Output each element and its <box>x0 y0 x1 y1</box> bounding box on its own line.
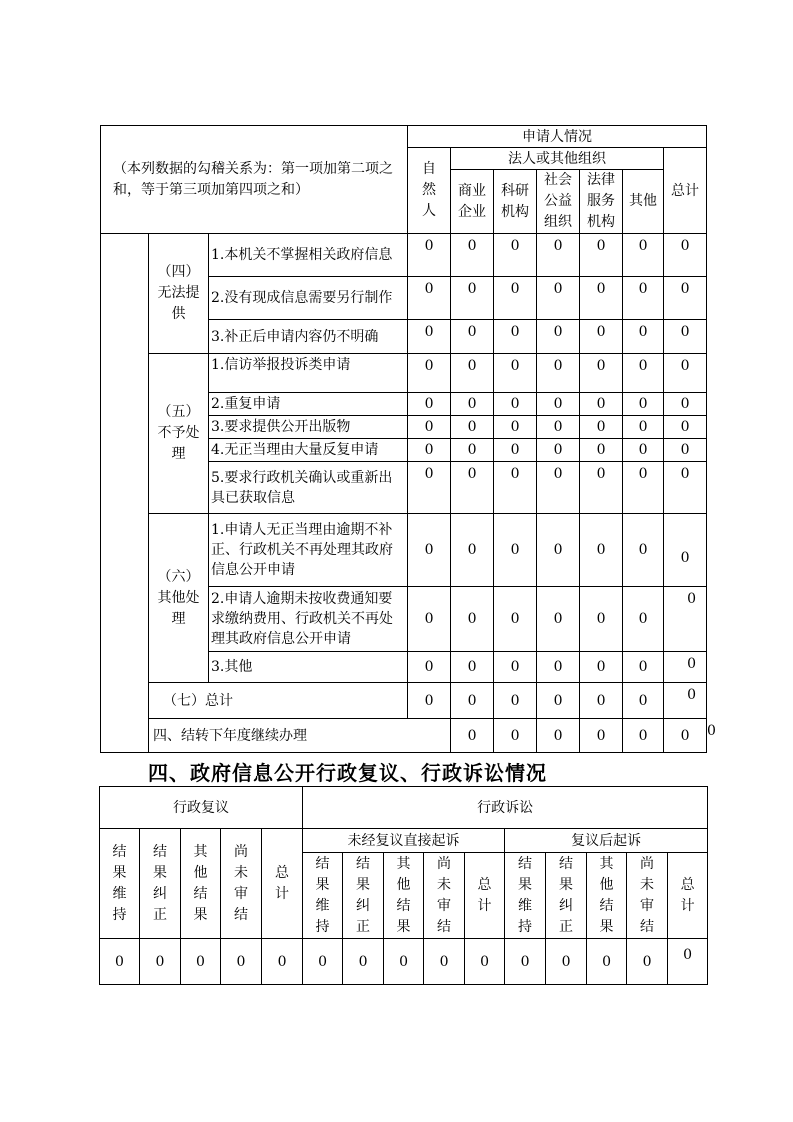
group-5-label: （五）不予处理 <box>157 404 200 462</box>
col-text: 结果纠正 <box>559 855 574 935</box>
cell: 0 <box>623 234 664 277</box>
header-legal-group: 法人或其他组织 <box>451 148 664 170</box>
cell: 0 <box>451 234 494 277</box>
col-direct-total <box>465 853 505 939</box>
cell: 0 <box>537 587 580 652</box>
header-research-text: 科研机构 <box>501 182 530 220</box>
group-6-cell <box>149 514 209 683</box>
cell: 0 <box>623 587 664 652</box>
cell: 0 <box>494 514 537 587</box>
cell: 0 <box>451 320 494 354</box>
col-text: 结果维持 <box>518 855 533 935</box>
row-4-2-label: 2.没有现成信息需要另行制作 <box>209 277 408 320</box>
row-6-2-label: 2.申请人逾期未按收费通知要求缴纳费用、行政机关不再处理其政府信息公开申请 <box>209 587 408 652</box>
cell: 0 <box>623 462 664 514</box>
cell: 0 <box>664 234 707 277</box>
cell: 0 <box>451 514 494 587</box>
header-business <box>451 170 494 234</box>
cell: 0 <box>580 416 623 439</box>
cell: 0 <box>505 939 546 985</box>
cell: 0 <box>451 439 494 462</box>
cell: 0 <box>580 234 623 277</box>
cell: 0 <box>494 416 537 439</box>
header-note-text: （本列数据的勾稽关系为：第一项加第二项之和，等于第三项加第四项之和） <box>113 160 393 198</box>
cell: 0 <box>623 393 664 416</box>
cell: 0 <box>623 277 664 320</box>
col-review-correct <box>140 829 181 939</box>
header-direct: 未经复议直接起诉 <box>303 829 505 853</box>
cell: 0 <box>537 462 580 514</box>
col-review-pending <box>221 829 262 939</box>
cell: 0 <box>537 416 580 439</box>
carry-row-label: 四、结转下年度继续办理 <box>149 719 451 753</box>
cell: 0 <box>451 416 494 439</box>
cell: 0 <box>623 719 664 753</box>
cell: 0 <box>451 462 494 514</box>
col-text: 总计 <box>680 876 695 914</box>
col-text: 尚未审结 <box>234 843 248 923</box>
cell: 0 <box>451 683 494 719</box>
cell: 0 <box>664 652 707 683</box>
cell: 0 <box>537 652 580 683</box>
row-5-5-label: 5.要求行政机关确认或重新出具已获取信息 <box>209 462 408 514</box>
cell: 0 <box>451 719 494 753</box>
cell: 0 <box>451 393 494 416</box>
cell: 0 <box>580 393 623 416</box>
cell: 0 <box>451 652 494 683</box>
cell: 0 <box>451 587 494 652</box>
cell: 0 <box>537 719 580 753</box>
col-text: 总计 <box>275 864 290 902</box>
cell: 0 <box>580 719 623 753</box>
col-after-pending <box>627 853 668 939</box>
row-4-1-label: 1.本机关不掌握相关政府信息 <box>209 234 408 277</box>
cell: 0 <box>537 277 580 320</box>
cell: 0 <box>580 354 623 393</box>
cell: 0 <box>668 939 708 985</box>
cell: 0 <box>408 277 451 320</box>
row-5-2-label: 2.重复申请 <box>209 393 408 416</box>
cell: 0 <box>451 354 494 393</box>
cell: 0 <box>494 719 537 753</box>
cell: 0 <box>408 683 451 719</box>
cell: 0 <box>664 277 707 320</box>
header-note <box>101 126 408 234</box>
col-review-maintain <box>100 829 140 939</box>
row-4-3-label: 3.补正后申请内容仍不明确 <box>209 320 408 354</box>
col-review-other <box>181 829 221 939</box>
cell: 0 <box>408 354 451 393</box>
header-total: 总计 <box>664 148 707 234</box>
header-legal-service-text: 法律服务机构 <box>587 172 616 230</box>
col-text: 结果维持 <box>112 843 127 923</box>
cell: 0 <box>408 587 451 652</box>
header-public-welfare-text: 社会公益组织 <box>544 172 573 230</box>
cell: 0 <box>537 393 580 416</box>
cell: 0 <box>664 514 707 587</box>
col-text: 其他结果 <box>599 855 614 935</box>
col-text: 尚未审结 <box>640 855 655 935</box>
applicant-stats-table: （本列数据的勾稽关系为：第一项加第二项之和，等于第三项加第四项之和） 申请人情况 自然人 法人或其他组织 总计 商业企业 科研机构 社会公益组织 法律服务机构 其他 （四）无法提供 1.本机关不掌握相关政府信息 0 0 0 0 0 0 0 2.没有现成信息需要另行制作 0 0 0 0 0 0 0 3.补正后申请内容仍不明确 0 0 0 0 0 0 0 （五）不予处理 1.信访举报投诉类申请 0 0 0 0 0 0 0 2.重复申请 0 0 0 0 0 0 0 3.要求提供公开出版物 0 0 0 0 0 0 0 4.无正当理由大量反复申请 0 0 0 0 0 0 0 5.要求行政机关确认或重新出具已获取信息 0 0 0 0 0 0 0 （六）其他处理 1.申请人无正当理由逾期不补正、行政机关不再处理其政府信息公开申请 0 0 0 0 0 0 0 2.申请人逾期未按收费通知要求缴纳费用、行政机关不再处理其政府信息公开申请 0 0 0 0 0 0 0 3.其他 0 0 0 0 0 0 0 （七）总计 0 0 0 0 0 0 0 四、结转下年度继续办理 0 0 0 0 0 0 0 <box>100 125 707 753</box>
cell: 0 <box>623 439 664 462</box>
cell: 0 <box>408 393 451 416</box>
cell: 0 <box>537 234 580 277</box>
group-6-label: （六）其他处理 <box>157 568 200 627</box>
group-5-cell <box>149 354 209 514</box>
col-direct-maintain <box>303 853 343 939</box>
cell: 0 <box>580 320 623 354</box>
cell: 0 <box>451 277 494 320</box>
col-text: 其他结果 <box>193 843 208 923</box>
header-natural-person <box>408 148 451 234</box>
cell: 0 <box>664 587 707 652</box>
header-legal-service <box>580 170 623 234</box>
header-after: 复议后起诉 <box>505 829 708 853</box>
header-public-welfare <box>537 170 580 234</box>
cell: 0 <box>100 939 140 985</box>
col-text: 结果维持 <box>315 855 330 935</box>
cell: 0 <box>623 652 664 683</box>
cell: 0 <box>408 416 451 439</box>
col-after-maintain <box>505 853 546 939</box>
header-research <box>494 170 537 234</box>
group-7-label: （七）总计 <box>149 683 408 719</box>
cell: 0 <box>537 514 580 587</box>
cell: 0 <box>537 439 580 462</box>
cell: 0 <box>424 939 465 985</box>
cell: 0 <box>623 683 664 719</box>
cell: 0 <box>627 939 668 985</box>
cell: 0 <box>664 354 707 393</box>
cell: 0 <box>494 462 537 514</box>
cell: 0 <box>664 439 707 462</box>
cell: 0 <box>623 320 664 354</box>
cell: 0 <box>664 393 707 416</box>
cell: 0 <box>140 939 181 985</box>
cell: 0 <box>664 462 707 514</box>
cell: 0 <box>408 462 451 514</box>
col-after-total <box>668 853 708 939</box>
cell: 0 <box>262 939 303 985</box>
cell: 0 <box>623 354 664 393</box>
col-text: 其他结果 <box>396 855 411 935</box>
cell: 0 <box>546 939 587 985</box>
group-4-label: （四）无法提供 <box>157 264 200 322</box>
cell: 0 <box>494 354 537 393</box>
cell: 0 <box>408 439 451 462</box>
cell: 0 <box>494 683 537 719</box>
review-litigation-table <box>99 786 708 985</box>
cell: 0 <box>408 652 451 683</box>
col-text: 结果纠正 <box>153 843 167 923</box>
cell: 0 <box>408 514 451 587</box>
col-direct-correct <box>343 853 384 939</box>
cell: 0 <box>303 939 343 985</box>
cell: 0 <box>465 939 505 985</box>
col-direct-pending <box>424 853 465 939</box>
cell: 0 <box>494 320 537 354</box>
header-other: 其他 <box>623 170 664 234</box>
cell: 0 <box>580 652 623 683</box>
header-review: 行政复议 <box>100 787 303 829</box>
row-6-1-label: 1.申请人无正当理由逾期不补正、行政机关不再处理其政府信息公开申请 <box>209 514 408 587</box>
cell: 0 <box>580 514 623 587</box>
cell: 0 <box>494 652 537 683</box>
col-review-total <box>262 829 303 939</box>
header-business-text: 商业企业 <box>458 182 487 220</box>
cell: 0 <box>494 439 537 462</box>
cell: 0 <box>580 587 623 652</box>
cell: 0 <box>537 320 580 354</box>
col-after-correct <box>546 853 587 939</box>
section-title: 四、政府信息公开行政复议、行政诉讼情况 <box>148 761 547 785</box>
cell: 0 <box>408 234 451 277</box>
cell: 0 <box>664 320 707 354</box>
cell: 0 <box>664 683 707 719</box>
col-direct-other <box>384 853 424 939</box>
outer-blank-cell <box>101 234 149 753</box>
col-text: 结果纠正 <box>356 855 371 935</box>
header-litigation: 行政诉讼 <box>303 787 708 829</box>
cell: 0 <box>580 462 623 514</box>
cell: 0 <box>343 939 384 985</box>
cell: 0 <box>664 416 707 439</box>
cell: 0 <box>623 514 664 587</box>
cell: 0 <box>623 416 664 439</box>
row-5-3-label: 3.要求提供公开出版物 <box>209 416 408 439</box>
cell: 0 <box>580 439 623 462</box>
cell: 0 <box>221 939 262 985</box>
cell: 0 <box>494 393 537 416</box>
cell: 0 <box>408 320 451 354</box>
row-6-3-label: 3.其他 <box>209 652 408 683</box>
col-text: 总计 <box>477 876 492 914</box>
group-4-cell <box>149 234 209 354</box>
cell: 0 <box>664 719 707 753</box>
col-text: 尚未审结 <box>437 855 452 935</box>
cell: 0 <box>181 939 221 985</box>
cell: 0 <box>537 683 580 719</box>
row-5-4-label: 4.无正当理由大量反复申请 <box>209 439 408 462</box>
header-natural-text: 自然人 <box>422 161 437 219</box>
col-after-other <box>587 853 627 939</box>
header-applicant: 申请人情况 <box>408 126 707 148</box>
cell: 0 <box>384 939 424 985</box>
cell: 0 <box>494 277 537 320</box>
cell: 0 <box>580 683 623 719</box>
cell: 0 <box>537 354 580 393</box>
cell: 0 <box>494 587 537 652</box>
cell: 0 <box>580 277 623 320</box>
cell: 0 <box>587 939 627 985</box>
cell: 0 <box>494 234 537 277</box>
row-5-1-label: 1.信访举报投诉类申请 <box>209 354 408 393</box>
